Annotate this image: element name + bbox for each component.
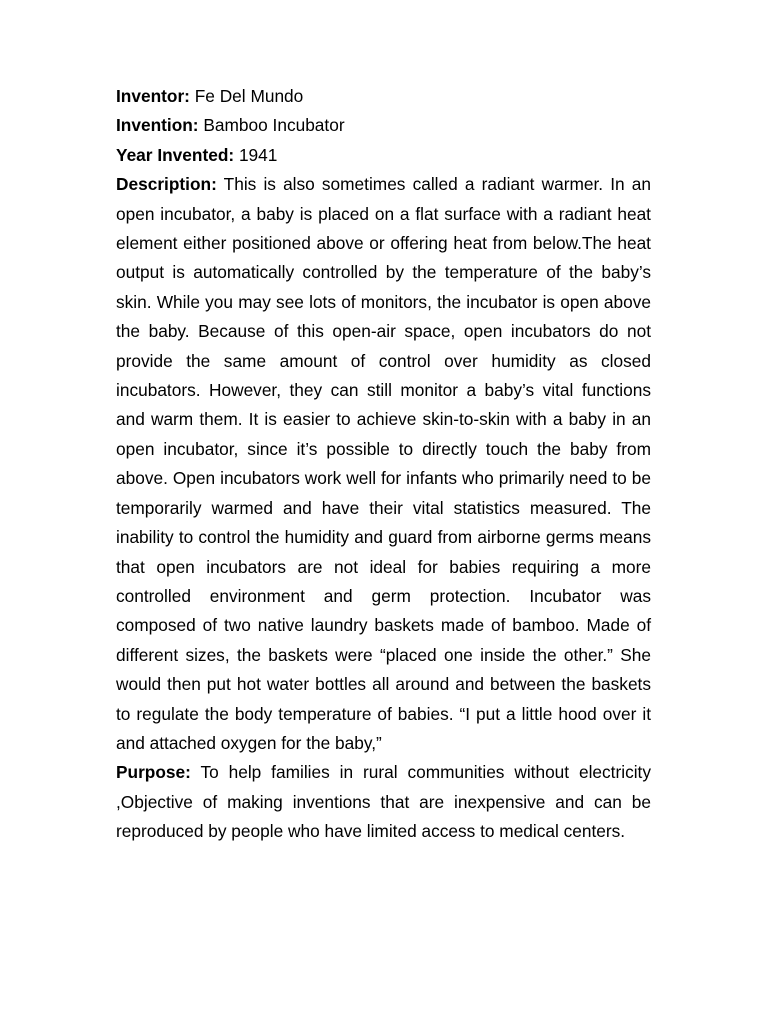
year-value: 1941 (234, 144, 278, 165)
document-body (116, 82, 651, 847)
invention-value: Bamboo Incubator (198, 115, 345, 136)
inventor-label: Inventor: (116, 86, 190, 106)
invention-label: Invention: (116, 115, 199, 136)
year-line (116, 141, 651, 170)
purpose-paragraph (116, 758, 651, 846)
year-label: Year Invented: (116, 144, 235, 165)
purpose-text: To help families in rural communities without electricity ,Objective of making inventions that are inexpensive and can be reproduced by people who have limited access to medical centers. (116, 762, 651, 842)
invention-line (116, 111, 651, 140)
description-paragraph (116, 170, 651, 758)
inventor-line (116, 82, 651, 111)
purpose-label: Purpose: (116, 762, 191, 783)
description-text: This is also sometimes called a radiant warmer. In an open incubator, a baby is placed on a flat surface with a radiant heat element either positioned above or offering heat from below.The heat output is automatically controlled by the temperature of the baby’s skin. While you may see lots of monitors, the incubator is open above the baby. Because of this open-air space, open incubators do not provide the same amount of control over humidity as closed incubators. However, they can still monitor a baby’s vital functions and warm them. It is easier to achieve skin-to-skin with a baby in an open incubator, since it’s possible to directly touch the baby from above. Open incubators work well for infants who primarily need to be temporarily warmed and have their vital statistics measured. The inability to control the humidity and guard from airborne germs means that open incubators are not ideal for babies requiring a more controlled environment and germ protection. Incubator was composed of two native laundry baskets made of bamboo. Made of different sizes, the baskets were “placed one inside the other.” She would then put hot water bottles all around and between the baskets to regulate the body temperature of babies. “I put a little hood over it and attached oxygen for the baby,” (116, 174, 651, 753)
description-label: Description: (116, 174, 217, 195)
inventor-value: Fe Del Mundo (189, 86, 304, 106)
